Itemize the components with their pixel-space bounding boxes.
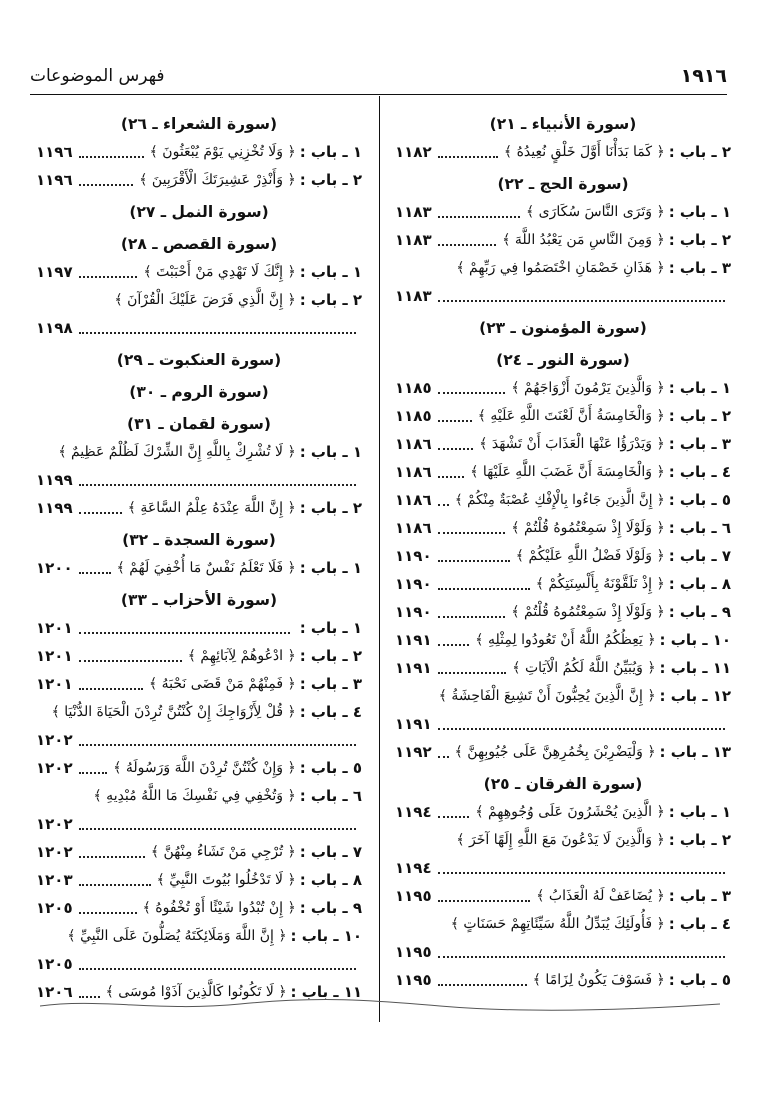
entry-ayah: ﴿ وَالْخَامِسَةُ أَنَّ لَعْنَتَ اللَّهِ عَلَيْهِ ﴾ bbox=[477, 408, 665, 424]
entry-label: ٤ ـ باب : bbox=[668, 463, 731, 481]
leader-dots bbox=[79, 156, 144, 158]
entry-label: ٣ ـ باب : bbox=[668, 435, 731, 453]
entry-label: ١ ـ باب : bbox=[299, 619, 362, 637]
entry-label: ٢ ـ باب : bbox=[299, 499, 362, 517]
entry-page: ١١٩١ bbox=[395, 659, 432, 677]
entry-ayah: ﴿ ادْعُوهُمْ لِآبَائِهِمْ ﴾ bbox=[187, 648, 296, 664]
entry-continuation bbox=[395, 854, 731, 882]
index-entry bbox=[395, 374, 731, 402]
entry-page: ١١٩٥ bbox=[395, 971, 432, 989]
leader-dots bbox=[79, 828, 356, 830]
index-entry bbox=[36, 670, 362, 698]
entry-page: ١٢٠٦ bbox=[36, 983, 73, 1001]
index-entry bbox=[395, 966, 731, 994]
leader-dots bbox=[438, 392, 506, 394]
index-entry bbox=[395, 798, 731, 826]
leader-dots bbox=[79, 884, 151, 886]
right-column bbox=[395, 110, 731, 998]
surah-heading: (سورة لقمان ـ ٣١) bbox=[126, 415, 272, 433]
entry-label: ٩ ـ باب : bbox=[299, 899, 362, 917]
surah-heading: (سورة الحج ـ ٢٢) bbox=[497, 175, 629, 193]
entry-continuation bbox=[395, 282, 731, 310]
column-divider bbox=[379, 96, 380, 1022]
index-entry bbox=[36, 166, 362, 194]
entry-page: ١١٨٥ bbox=[395, 379, 432, 397]
leader-dots bbox=[438, 644, 470, 646]
entry-page: ١١٨٥ bbox=[395, 407, 432, 425]
surah-heading: (سورة النور ـ ٢٤) bbox=[496, 351, 630, 369]
index-entry bbox=[395, 626, 731, 654]
index-entry bbox=[36, 438, 362, 466]
entry-ayah: ﴿ وَلَوْلَا فَضْلُ اللَّهِ عَلَيْكُمْ ﴾ bbox=[515, 548, 665, 564]
surah-section bbox=[395, 770, 731, 994]
entry-label: ٢ ـ باب : bbox=[668, 231, 731, 249]
index-entry bbox=[395, 198, 731, 226]
entry-label: ٩ ـ باب : bbox=[668, 603, 731, 621]
surah-section bbox=[36, 346, 362, 374]
entry-page: ١١٩٩ bbox=[36, 471, 73, 489]
entry-label: ٣ ـ باب : bbox=[668, 259, 731, 277]
entry-ayah: ﴿ إِذْ تَلَقَّوْنَهُ بِأَلْسِنَتِكُمْ ﴾ bbox=[535, 576, 665, 592]
index-entry bbox=[36, 554, 362, 582]
index-entry bbox=[36, 642, 362, 670]
index-entry bbox=[395, 458, 731, 486]
leader-dots bbox=[438, 532, 506, 534]
index-entry bbox=[36, 782, 362, 810]
index-entry bbox=[395, 542, 731, 570]
entry-ayah: ﴿ لَا تُشْرِكْ بِاللَّهِ إِنَّ الشِّرْكَ لَظُلْمٌ عَظِيمٌ ﴾ bbox=[58, 444, 296, 460]
entry-label: ٤ ـ باب : bbox=[668, 915, 731, 933]
index-entry bbox=[395, 826, 731, 854]
surah-section bbox=[36, 110, 362, 194]
leader-dots bbox=[438, 816, 470, 818]
page-number: ١٩١٦ bbox=[680, 65, 727, 87]
entry-ayah: ﴿ إِنَّ اللَّهَ عِنْدَهُ عِلْمُ السَّاعَةِ ﴾ bbox=[127, 500, 296, 516]
entry-label: ١٠ ـ باب : bbox=[290, 927, 362, 945]
entry-ayah: ﴿ إِنَّكَ لَا تَهْدِي مَنْ أَحْبَبْتَ ﴾ bbox=[143, 264, 296, 280]
entry-page: ١١٩٦ bbox=[36, 171, 73, 189]
leader-dots bbox=[438, 448, 474, 450]
entry-ayah: ﴿ وَالَّذِينَ يَرْمُونَ أَزْوَاجَهُمْ ﴾ bbox=[511, 380, 665, 396]
index-entry bbox=[395, 738, 731, 766]
entry-label: ٥ ـ باب : bbox=[668, 971, 731, 989]
entry-continuation bbox=[36, 950, 362, 978]
entry-ayah: ﴿ يُضَاعَفْ لَهُ الْعَذَابُ ﴾ bbox=[536, 888, 665, 904]
surah-heading: (سورة السجدة ـ ٣٢) bbox=[122, 531, 276, 549]
page-header bbox=[30, 62, 727, 90]
leader-dots bbox=[438, 984, 527, 986]
entry-ayah: ﴿ هَذَانِ خَصْمَانِ اخْتَصَمُوا فِي رَبِّهِمْ ﴾ bbox=[456, 260, 665, 276]
pen-squiggle-mark bbox=[40, 996, 720, 1016]
entry-ayah: ﴿ يَعِظُكُمُ اللَّهُ أَنْ تَعُودُوا لِمِثْلِهِ ﴾ bbox=[475, 632, 656, 648]
entry-ayah: ﴿ قُلْ لِأَزْوَاجِكَ إِنْ كُنْتُنَّ تُرِدْنَ الْحَيَاةَ الدُّنْيَا ﴾ bbox=[51, 704, 296, 720]
page-title: فهرس الموضوعات bbox=[30, 66, 165, 86]
entry-page: ١٢٠١ bbox=[36, 619, 73, 637]
entry-page: ١١٩٠ bbox=[395, 603, 432, 621]
entry-page: ١٢٠٢ bbox=[36, 731, 73, 749]
surah-heading: (سورة الأنبياء ـ ٢١) bbox=[489, 115, 637, 133]
index-entry bbox=[395, 570, 731, 598]
surah-section bbox=[36, 230, 362, 342]
entry-ayah: ﴿ فَأُولَئِكَ يُبَدِّلُ اللَّهُ سَيِّئَاتِهِمْ حَسَنَاتٍ ﴾ bbox=[450, 916, 665, 932]
index-entry bbox=[395, 254, 731, 282]
entry-label: ١٠ ـ باب : bbox=[659, 631, 731, 649]
entry-ayah: ﴿ كَمَا بَدَأْنَا أَوَّلَ خَلْقٍ نُعِيدُهُ ﴾ bbox=[503, 144, 665, 160]
entry-ayah: ﴿ وَتَرَى النَّاسَ سُكَارَى ﴾ bbox=[525, 204, 665, 220]
entry-label: ٦ ـ باب : bbox=[299, 787, 362, 805]
entry-page: ١٢٠٢ bbox=[36, 759, 73, 777]
leader-dots bbox=[79, 512, 122, 514]
entry-label: ٢ ـ باب : bbox=[668, 831, 731, 849]
surah-section bbox=[395, 346, 731, 766]
entry-ayah: ﴿ وَتُخْفِي فِي نَفْسِكَ مَا اللَّهُ مُبْدِيهِ ﴾ bbox=[93, 788, 296, 804]
entry-page: ١١٩١ bbox=[395, 715, 432, 733]
entry-page: ١١٩٦ bbox=[36, 143, 73, 161]
entry-page: ١٢٠٢ bbox=[36, 815, 73, 833]
entry-ayah: ﴿ وَمِنَ النَّاسِ مَن يَعْبُدُ اللَّهَ ﴾ bbox=[502, 232, 665, 248]
entry-page: ١١٨٦ bbox=[395, 491, 432, 509]
entry-continuation bbox=[395, 710, 731, 738]
leader-dots bbox=[79, 856, 145, 858]
entry-ayah: ﴿ فَمِنْهُمْ مَنْ قَضَى نَحْبَهُ ﴾ bbox=[148, 676, 296, 692]
entry-page: ١١٩٢ bbox=[395, 743, 432, 761]
entry-label: ٢ ـ باب : bbox=[299, 291, 362, 309]
entry-ayah: ﴿ وَلَا تُخْزِنِي يَوْمَ يُبْعَثُونَ ﴾ bbox=[149, 144, 296, 160]
leader-dots bbox=[79, 688, 143, 690]
leader-dots bbox=[438, 216, 520, 218]
entry-continuation bbox=[36, 810, 362, 838]
entry-page: ١١٩٠ bbox=[395, 575, 432, 593]
entry-page: ١٢٠٥ bbox=[36, 899, 73, 917]
surah-section bbox=[395, 314, 731, 342]
leader-dots bbox=[79, 332, 356, 334]
entry-label: ١٢ ـ باب : bbox=[659, 687, 731, 705]
entry-label: ١١ ـ باب : bbox=[290, 983, 362, 1001]
surah-section bbox=[36, 586, 362, 1006]
surah-heading: (سورة النمل ـ ٢٧) bbox=[129, 203, 269, 221]
leader-dots bbox=[79, 744, 356, 746]
leader-dots bbox=[79, 968, 356, 970]
leader-dots bbox=[438, 560, 510, 562]
leader-dots bbox=[438, 728, 725, 730]
index-entry bbox=[395, 910, 731, 938]
entry-ayah: ﴿ وَإِنْ كُنْتُنَّ تُرِدْنَ اللَّهَ وَرَسُولَهُ ﴾ bbox=[113, 760, 296, 776]
entry-ayah: ﴿ إِنْ تُبْدُوا شَيْئًا أَوْ تُخْفُوهُ ﴾ bbox=[142, 900, 296, 916]
index-entry bbox=[36, 494, 362, 522]
left-column bbox=[36, 110, 362, 1010]
entry-page: ١١٩٨ bbox=[36, 319, 73, 337]
entry-ayah: ﴿ وَيَدْرَؤُا عَنْهَا الْعَذَابَ أَنْ تَشْهَدَ ﴾ bbox=[479, 436, 665, 452]
index-entry bbox=[395, 514, 731, 542]
index-entry bbox=[395, 598, 731, 626]
entry-page: ١٢٠٣ bbox=[36, 871, 73, 889]
entry-page: ١١٩٠ bbox=[395, 547, 432, 565]
entry-page: ١١٨٣ bbox=[395, 287, 432, 305]
entry-label: ٧ ـ باب : bbox=[668, 547, 731, 565]
entry-label: ١١ ـ باب : bbox=[659, 659, 731, 677]
entry-continuation bbox=[36, 726, 362, 754]
entry-label: ٧ ـ باب : bbox=[299, 843, 362, 861]
entry-ayah: ﴿ إِنَّ الَّذِينَ يُحِبُّونَ أَنْ تَشِيعَ الْفَاحِشَةُ ﴾ bbox=[438, 688, 656, 704]
leader-dots bbox=[438, 616, 506, 618]
surah-heading: (سورة العنكبوت ـ ٢٩) bbox=[116, 351, 282, 369]
surah-heading: (سورة المؤمنون ـ ٢٣) bbox=[479, 319, 647, 337]
surah-heading: (سورة الأحزاب ـ ٣٣) bbox=[120, 591, 278, 609]
entry-ayah: ﴿ فَسَوْفَ يَكُونُ لِزَامًا ﴾ bbox=[532, 972, 665, 988]
entry-page: ١١٩٥ bbox=[395, 887, 432, 905]
entry-label: ١ ـ باب : bbox=[299, 263, 362, 281]
index-entry bbox=[36, 698, 362, 726]
entry-label: ٦ ـ باب : bbox=[668, 519, 731, 537]
leader-dots bbox=[79, 572, 111, 574]
entry-page: ١١٩٤ bbox=[395, 859, 432, 877]
entry-label: ١ ـ باب : bbox=[668, 203, 731, 221]
entry-label: ١٣ ـ باب : bbox=[659, 743, 731, 761]
entry-page: ١٢٠٠ bbox=[36, 559, 73, 577]
entry-page: ١١٩١ bbox=[395, 631, 432, 649]
surah-heading: (سورة القصص ـ ٢٨) bbox=[120, 235, 278, 253]
leader-dots bbox=[79, 276, 138, 278]
surah-section bbox=[36, 410, 362, 522]
entry-ayah: ﴿ تُرْجِي مَنْ تَشَاءُ مِنْهُنَّ ﴾ bbox=[150, 844, 296, 860]
surah-section bbox=[395, 170, 731, 310]
entry-label: ٢ ـ باب : bbox=[299, 171, 362, 189]
entry-page: ١٢٠٢ bbox=[36, 843, 73, 861]
entry-page: ١١٨٢ bbox=[395, 143, 432, 161]
entry-label: ١ ـ باب : bbox=[668, 379, 731, 397]
entry-label: ١ ـ باب : bbox=[299, 443, 362, 461]
index-entry bbox=[395, 882, 731, 910]
entry-page: ١١٨٣ bbox=[395, 203, 432, 221]
index-entry bbox=[395, 486, 731, 514]
index-entry bbox=[36, 614, 362, 642]
entry-ayah: ﴿ فَلَا تَعْلَمُ نَفْسٌ مَا أُخْفِيَ لَهُمْ ﴾ bbox=[116, 560, 296, 576]
entry-page: ١٢٠٥ bbox=[36, 955, 73, 973]
index-entry bbox=[395, 226, 731, 254]
leader-dots bbox=[438, 156, 498, 158]
leader-dots bbox=[79, 660, 182, 662]
leader-dots bbox=[438, 300, 725, 302]
entry-ayah: ﴿ الَّذِينَ يُحْشَرُونَ عَلَى وُجُوهِهِمْ ﴾ bbox=[475, 804, 665, 820]
surah-section bbox=[36, 526, 362, 582]
surah-section bbox=[395, 110, 731, 166]
entry-label: ٨ ـ باب : bbox=[668, 575, 731, 593]
entry-ayah: ﴿ إِنَّ الَّذِينَ جَاءُوا بِالْإِفْكِ عُصْبَةٌ مِنْكُمْ ﴾ bbox=[454, 492, 665, 508]
entry-continuation bbox=[395, 938, 731, 966]
entry-label: ٤ ـ باب : bbox=[299, 703, 362, 721]
index-entry bbox=[395, 138, 731, 166]
leader-dots bbox=[438, 420, 472, 422]
entry-ayah: ﴿ إِنَّ اللَّهَ وَمَلَائِكَتَهُ يُصَلُّونَ عَلَى النَّبِيِّ ﴾ bbox=[67, 928, 287, 944]
leader-dots bbox=[438, 504, 449, 506]
index-entry bbox=[395, 682, 731, 710]
entry-page: ١٢٠١ bbox=[36, 647, 73, 665]
index-entry bbox=[36, 286, 362, 314]
index-entry bbox=[395, 430, 731, 458]
entry-page: ١١٨٦ bbox=[395, 519, 432, 537]
entry-ayah: ﴿ وَلَوْلَا إِذْ سَمِعْتُمُوهُ قُلْتُمْ ﴾ bbox=[511, 520, 665, 536]
leader-dots bbox=[438, 672, 507, 674]
entry-page: ١١٩٥ bbox=[395, 943, 432, 961]
entry-label: ٥ ـ باب : bbox=[299, 759, 362, 777]
entry-continuation bbox=[36, 466, 362, 494]
entry-label: ١ ـ باب : bbox=[299, 143, 362, 161]
leader-dots bbox=[79, 912, 137, 914]
entry-page: ١١٨٦ bbox=[395, 435, 432, 453]
entry-label: ١ ـ باب : bbox=[668, 803, 731, 821]
entry-label: ١ ـ باب : bbox=[299, 559, 362, 577]
index-entry bbox=[36, 838, 362, 866]
entry-ayah: ﴿ لَا تَدْخُلُوا بُيُوتَ النَّبِيِّ ﴾ bbox=[156, 872, 296, 888]
entry-page: ١١٩٤ bbox=[395, 803, 432, 821]
leader-dots bbox=[79, 772, 108, 774]
index-entry bbox=[395, 402, 731, 430]
entry-ayah: ﴿ وَلَوْلَا إِذْ سَمِعْتُمُوهُ قُلْتُمْ ﴾ bbox=[511, 604, 665, 620]
index-entry bbox=[36, 754, 362, 782]
leader-dots bbox=[438, 900, 531, 902]
entry-page: ١٢٠١ bbox=[36, 675, 73, 693]
index-entry bbox=[36, 258, 362, 286]
leader-dots bbox=[79, 632, 290, 634]
leader-dots bbox=[79, 184, 134, 186]
entry-ayah: ﴿ وَالَّذِينَ لَا يَدْعُونَ مَعَ اللَّهِ إِلَهًا آخَرَ ﴾ bbox=[456, 832, 665, 848]
entry-ayah: ﴿ وَأَنْذِرْ عَشِيرَتَكَ الْأَقْرَبِينَ ﴾ bbox=[139, 172, 296, 188]
leader-dots bbox=[438, 956, 725, 958]
leader-dots bbox=[438, 476, 465, 478]
entry-label: ٥ ـ باب : bbox=[668, 491, 731, 509]
entry-ayah: ﴿ وَالْخَامِسَةَ أَنَّ غَضَبَ اللَّهِ عَلَيْهَا ﴾ bbox=[470, 464, 665, 480]
entry-label: ٨ ـ باب : bbox=[299, 871, 362, 889]
index-entry bbox=[36, 922, 362, 950]
leader-dots bbox=[79, 484, 356, 486]
index-entry bbox=[36, 138, 362, 166]
entry-label: ٢ ـ باب : bbox=[668, 143, 731, 161]
entry-page: ١١٨٦ bbox=[395, 463, 432, 481]
surah-heading: (سورة الفرقان ـ ٢٥) bbox=[483, 775, 643, 793]
leader-dots bbox=[438, 588, 530, 590]
entry-page: ١١٩٩ bbox=[36, 499, 73, 517]
header-rule bbox=[30, 94, 727, 95]
entry-ayah: ﴿ إِنَّ الَّذِي فَرَضَ عَلَيْكَ الْقُرْآنَ ﴾ bbox=[114, 292, 296, 308]
index-entry bbox=[395, 654, 731, 682]
entry-page: ١١٨٣ bbox=[395, 231, 432, 249]
index-entry bbox=[36, 866, 362, 894]
surah-section bbox=[36, 198, 362, 226]
leader-dots bbox=[438, 244, 497, 246]
leader-dots bbox=[438, 756, 449, 758]
entry-ayah: ﴿ لَا تَكُونُوا كَالَّذِينَ آذَوْا مُوسَى ﴾ bbox=[105, 984, 287, 1000]
surah-section bbox=[36, 378, 362, 406]
leader-dots bbox=[438, 872, 725, 874]
surah-heading: (سورة الروم ـ ٣٠) bbox=[129, 383, 269, 401]
index-entry bbox=[36, 894, 362, 922]
entry-label: ٣ ـ باب : bbox=[299, 675, 362, 693]
entry-ayah: ﴿ وَلْيَضْرِبْنَ بِخُمُرِهِنَّ عَلَى جُيُوبِهِنَّ ﴾ bbox=[454, 744, 656, 760]
surah-heading: (سورة الشعراء ـ ٢٦) bbox=[120, 115, 278, 133]
entry-ayah: ﴿ وَيُبَيِّنُ اللَّهُ لَكُمُ الْآيَاتِ ﴾ bbox=[512, 660, 656, 676]
entry-label: ٢ ـ باب : bbox=[299, 647, 362, 665]
entry-page: ١١٩٧ bbox=[36, 263, 73, 281]
entry-continuation bbox=[36, 314, 362, 342]
entry-label: ٣ ـ باب : bbox=[668, 887, 731, 905]
entry-label: ٢ ـ باب : bbox=[668, 407, 731, 425]
